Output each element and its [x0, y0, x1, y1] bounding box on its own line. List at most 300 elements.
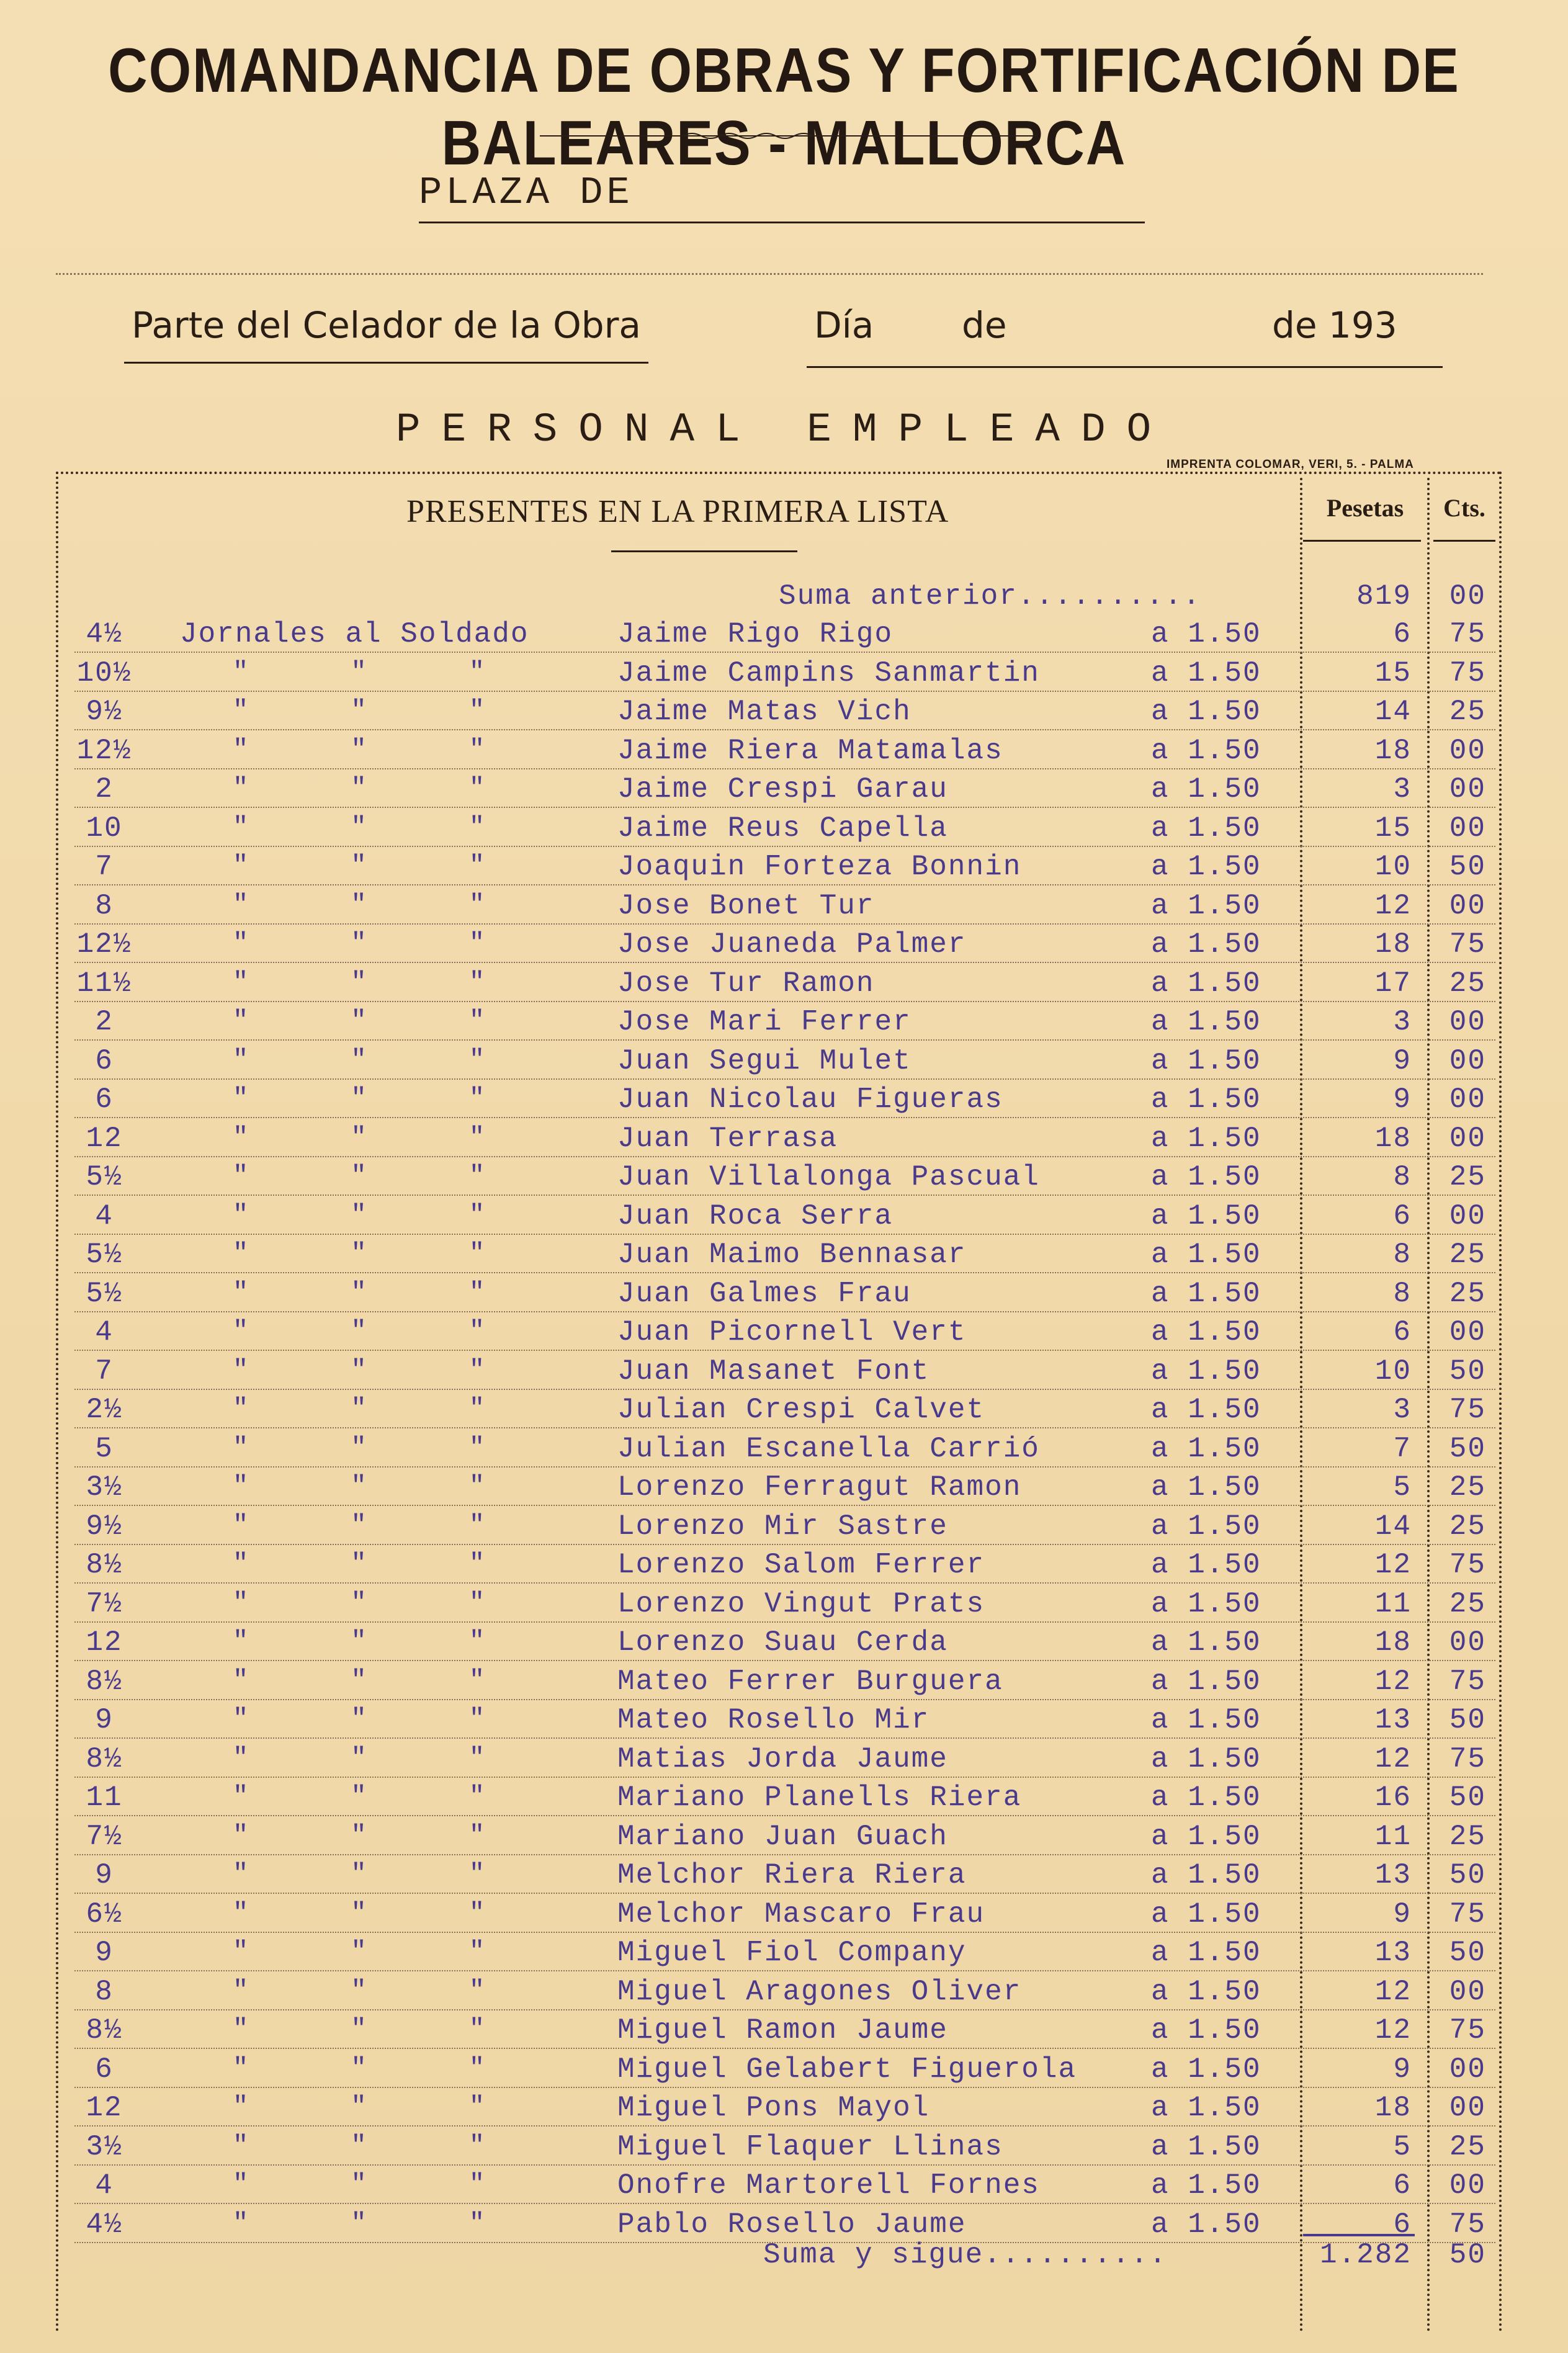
row-cts: 75 — [1449, 2014, 1486, 2046]
row-ditto-marks: " " " — [233, 1859, 486, 1889]
row-cts: 25 — [1449, 1510, 1486, 1543]
row-cts: 25 — [1449, 1471, 1486, 1504]
row-name: Melchor Mascaro Frau — [617, 1898, 985, 1930]
total-rule — [1303, 2234, 1415, 2236]
organization-title: COMANDANCIA DE OBRAS Y FORTIFICACIÓN DE BALEARES - MALLORCA — [108, 34, 1460, 178]
row-name: Jose Mari Ferrer — [617, 1006, 912, 1038]
row-name: Jaime Matas Vich — [617, 696, 912, 728]
row-rate: a 1.50 — [1151, 1199, 1261, 1232]
row-cts: 25 — [1449, 967, 1486, 1000]
row-pesetas: 6 — [1393, 618, 1412, 650]
row-pesetas: 18 — [1374, 1626, 1412, 1659]
row-ditto-marks: " " " — [233, 889, 486, 920]
date-underline — [807, 366, 1443, 368]
row-ditto-marks: " " " — [233, 1161, 486, 1191]
row-rate: a 1.50 — [1151, 1355, 1261, 1387]
suma-y-sigue-cts: 50 — [1449, 2239, 1486, 2271]
row-cts: 50 — [1449, 1859, 1486, 1891]
row-pesetas: 7 — [1393, 1432, 1412, 1465]
row-pesetas: 8 — [1393, 1161, 1412, 1193]
row-cts: 75 — [1449, 1665, 1486, 1698]
row-cts: 50 — [1449, 851, 1486, 883]
row-ditto-marks: " " " — [233, 1704, 486, 1734]
row-count: 2 — [95, 773, 114, 805]
row-count: 3½ — [86, 2130, 123, 2163]
row-rate: a 1.50 — [1151, 2014, 1261, 2046]
row-dotted-line — [74, 1970, 1495, 1971]
row-ditto-marks: " " " — [233, 1975, 486, 2006]
row-rate: a 1.50 — [1151, 928, 1261, 961]
row-count: 4 — [95, 1316, 114, 1348]
row-dotted-line — [74, 1194, 1495, 1196]
row-count: 5½ — [86, 1277, 123, 1310]
row-count: 9 — [95, 1859, 114, 1891]
row-cts: 75 — [1449, 1898, 1486, 1930]
row-pesetas: 3 — [1393, 773, 1412, 805]
row-ditto-marks: " " " — [233, 2092, 486, 2122]
row-rate: a 1.50 — [1151, 1626, 1261, 1659]
row-dotted-line — [74, 1737, 1495, 1739]
row-dotted-line — [74, 1039, 1495, 1041]
row-cts: 00 — [1449, 1975, 1486, 2008]
row-ditto-marks: " " " — [233, 2130, 486, 2161]
row-dotted-line — [74, 2203, 1495, 2204]
row-name: Miguel Flaquer Llinas — [617, 2130, 1003, 2163]
row-name: Matias Jorda Jaume — [617, 1742, 948, 1775]
row-rate: a 1.50 — [1151, 734, 1261, 767]
row-name: Melchor Riera Riera — [617, 1859, 967, 1891]
suma-anterior-label: Suma anterior.......... — [779, 580, 1201, 612]
row-cts: 00 — [1449, 1122, 1486, 1155]
row-count: 6 — [95, 2053, 114, 2086]
row-rate: a 1.50 — [1151, 2169, 1261, 2202]
row-rate: a 1.50 — [1151, 967, 1261, 1000]
row-rate: a 1.50 — [1151, 1316, 1261, 1348]
row-dotted-line — [74, 846, 1495, 847]
row-pesetas: 6 — [1393, 1316, 1412, 1348]
row-ditto-marks: " " " — [233, 2169, 486, 2199]
suma-y-sigue-pesetas: 1.282 — [1319, 2239, 1412, 2271]
row-name: Pablo Rosello Jaume — [617, 2208, 967, 2241]
row-name: Joaquin Forteza Bonnin — [617, 851, 1022, 883]
row-cts: 00 — [1449, 1044, 1486, 1077]
row-name: Miguel Aragones Oliver — [617, 1975, 1022, 2008]
row-count: 11 — [86, 1782, 123, 1814]
row-ditto-marks: " " " — [233, 1549, 486, 1579]
row-name: Juan Maimo Bennasar — [617, 1239, 967, 1271]
row-pesetas: 17 — [1374, 967, 1412, 1000]
row-name: Juan Roca Serra — [617, 1199, 894, 1232]
row-name: Julian Crespi Calvet — [617, 1394, 985, 1426]
row-count: 2½ — [86, 1394, 123, 1426]
row-name: Jaime Reus Capella — [617, 812, 948, 845]
row-rate: a 1.50 — [1151, 851, 1261, 883]
row-rate: a 1.50 — [1151, 1161, 1261, 1193]
row-dotted-line — [74, 807, 1495, 808]
row-pesetas: 9 — [1393, 1044, 1412, 1077]
row-count: 9½ — [86, 1510, 123, 1543]
row-cts: 75 — [1449, 1742, 1486, 1775]
row-dotted-line — [74, 2125, 1495, 2127]
row-count: 8 — [95, 1975, 114, 2008]
row-name: Lorenzo Suau Cerda — [617, 1626, 948, 1659]
row-count: 12½ — [76, 928, 132, 961]
row-ditto-marks: " " " — [233, 1782, 486, 1811]
row-dotted-line — [74, 1777, 1495, 1778]
row-rate: a 1.50 — [1151, 1239, 1261, 1271]
row-name: Miguel Fiol Company — [617, 1937, 967, 1969]
row-name: Onofre Martorell Fornes — [617, 2169, 1040, 2202]
row-name: Juan Masanet Font — [617, 1355, 930, 1387]
row-name: Juan Galmes Frau — [617, 1277, 912, 1310]
printer-imprint: IMPRENTA COLOMAR, VERI, 5. - PALMA — [1167, 458, 1414, 471]
row-name: Juan Villalonga Pascual — [617, 1161, 1040, 1193]
row-name: Mateo Ferrer Burguera — [617, 1665, 1003, 1698]
row-count: 6 — [95, 1083, 114, 1116]
row-name: Jaime Campins Sanmartin — [617, 657, 1040, 689]
row-ditto-marks: " " " — [233, 1937, 486, 1966]
section-title: PERSONAL EMPLEADO — [395, 406, 1173, 453]
row-description: Jornales al Soldado — [180, 618, 529, 650]
row-ditto-marks: " " " — [233, 1316, 486, 1346]
row-count: 9 — [95, 1937, 114, 1969]
row-pesetas: 15 — [1374, 812, 1412, 845]
row-dotted-line — [74, 1893, 1495, 1894]
row-rate: a 1.50 — [1151, 2053, 1261, 2086]
row-rate: a 1.50 — [1151, 1006, 1261, 1038]
row-pesetas: 11 — [1374, 1820, 1412, 1853]
row-pesetas: 9 — [1393, 1898, 1412, 1930]
row-pesetas: 13 — [1374, 1937, 1412, 1969]
row-count: 4 — [95, 2169, 114, 2202]
row-count: 7 — [95, 851, 114, 883]
suma-y-sigue-label: Suma y sigue.......... — [763, 2239, 1168, 2271]
row-name: Mariano Juan Guach — [617, 1820, 948, 1853]
row-pesetas: 6 — [1393, 2208, 1412, 2241]
row-pesetas: 13 — [1374, 1704, 1412, 1736]
row-cts: 00 — [1449, 2169, 1486, 2202]
row-rate: a 1.50 — [1151, 2092, 1261, 2124]
row-cts: 75 — [1449, 1394, 1486, 1426]
row-cts: 00 — [1449, 734, 1486, 767]
row-name: Mateo Rosello Mir — [617, 1704, 930, 1736]
row-ditto-marks: " " " — [233, 1626, 486, 1656]
row-cts: 25 — [1449, 696, 1486, 728]
row-pesetas: 6 — [1393, 1199, 1412, 1232]
row-count: 7½ — [86, 1820, 123, 1853]
row-ditto-marks: " " " — [233, 1044, 486, 1075]
row-dotted-line — [74, 2048, 1495, 2049]
row-dotted-line — [74, 1466, 1495, 1468]
row-pesetas: 8 — [1393, 1239, 1412, 1271]
row-rate: a 1.50 — [1151, 1432, 1261, 1465]
row-cts: 00 — [1449, 889, 1486, 922]
row-ditto-marks: " " " — [233, 1355, 486, 1385]
row-rate: a 1.50 — [1151, 1044, 1261, 1077]
row-ditto-marks: " " " — [233, 1742, 486, 1773]
row-pesetas: 13 — [1374, 1859, 1412, 1891]
row-ditto-marks: " " " — [233, 2208, 486, 2238]
parte-underline — [124, 362, 648, 364]
row-rate: a 1.50 — [1151, 1549, 1261, 1581]
row-count: 5½ — [86, 1239, 123, 1271]
row-count: 12 — [86, 1626, 123, 1659]
row-dotted-line — [74, 1699, 1495, 1700]
row-rate: a 1.50 — [1151, 1587, 1261, 1620]
row-rate: a 1.50 — [1151, 1975, 1261, 2008]
row-cts: 75 — [1449, 657, 1486, 689]
row-pesetas: 6 — [1393, 2169, 1412, 2202]
row-name: Jose Tur Ramon — [617, 967, 875, 1000]
row-rate: a 1.50 — [1151, 1820, 1261, 1853]
row-pesetas: 18 — [1374, 2092, 1412, 2124]
row-count: 2 — [95, 1006, 114, 1038]
row-ditto-marks: " " " — [233, 1510, 486, 1540]
row-name: Lorenzo Salom Ferrer — [617, 1549, 985, 1581]
row-ditto-marks: " " " — [233, 1122, 486, 1152]
row-cts: 50 — [1449, 1355, 1486, 1387]
row-cts: 75 — [1449, 618, 1486, 650]
row-cts: 00 — [1449, 812, 1486, 845]
row-cts: 00 — [1449, 1316, 1486, 1348]
row-ditto-marks: " " " — [233, 1820, 486, 1850]
row-cts: 00 — [1449, 773, 1486, 805]
row-ditto-marks: " " " — [233, 773, 486, 803]
row-ditto-marks: " " " — [233, 1239, 486, 1268]
cts-column-header: Cts. — [1443, 494, 1485, 522]
row-ditto-marks: " " " — [233, 1394, 486, 1423]
row-name: Jose Bonet Tur — [617, 889, 875, 922]
row-dotted-line — [74, 1156, 1495, 1157]
suma-anterior-pesetas: 819 — [1356, 580, 1412, 612]
row-dotted-line — [74, 1311, 1495, 1312]
row-cts: 00 — [1449, 1083, 1486, 1116]
row-name: Miguel Pons Mayol — [617, 2092, 930, 2124]
row-pesetas: 12 — [1374, 2014, 1412, 2046]
row-dotted-line — [74, 1660, 1495, 1661]
row-rate: a 1.50 — [1151, 1898, 1261, 1930]
row-cts: 75 — [1449, 928, 1486, 961]
row-count: 8 — [95, 889, 114, 922]
row-dotted-line — [74, 1582, 1495, 1584]
row-cts: 25 — [1449, 1820, 1486, 1853]
row-rate: a 1.50 — [1151, 1665, 1261, 1698]
row-dotted-line — [74, 884, 1495, 885]
row-pesetas: 18 — [1374, 928, 1412, 961]
parte-label: Parte del Celador de la Obra — [132, 304, 641, 346]
row-count: 7 — [95, 1355, 114, 1387]
row-dotted-line — [74, 1544, 1495, 1545]
row-dotted-line — [74, 1272, 1495, 1273]
row-pesetas: 3 — [1393, 1006, 1412, 1038]
row-cts: 25 — [1449, 1239, 1486, 1271]
row-ditto-marks: " " " — [233, 1587, 486, 1618]
row-pesetas: 18 — [1374, 1122, 1412, 1155]
row-name: Julian Escanella Carrió — [617, 1432, 1040, 1465]
row-dotted-line — [74, 1427, 1495, 1428]
row-dotted-line — [74, 962, 1495, 963]
row-pesetas: 14 — [1374, 1510, 1412, 1543]
row-count: 6½ — [86, 1898, 123, 1930]
row-cts: 75 — [1449, 2208, 1486, 2241]
row-rate: a 1.50 — [1151, 618, 1261, 650]
row-name: Miguel Gelabert Figuerola — [617, 2053, 1077, 2086]
row-count: 9 — [95, 1704, 114, 1736]
row-dotted-line — [74, 1389, 1495, 1390]
row-pesetas: 15 — [1374, 657, 1412, 689]
row-pesetas: 10 — [1374, 1355, 1412, 1387]
row-pesetas: 12 — [1374, 1742, 1412, 1775]
row-cts: 25 — [1449, 2130, 1486, 2163]
row-rate: a 1.50 — [1151, 1510, 1261, 1543]
row-rate: a 1.50 — [1151, 773, 1261, 805]
row-pesetas: 14 — [1374, 696, 1412, 728]
row-rate: a 1.50 — [1151, 1277, 1261, 1310]
row-rate: a 1.50 — [1151, 1937, 1261, 1969]
row-ditto-marks: " " " — [233, 2014, 486, 2044]
row-cts: 25 — [1449, 1587, 1486, 1620]
row-cts: 75 — [1449, 1549, 1486, 1581]
row-dotted-line — [74, 1815, 1495, 1816]
row-count: 8½ — [86, 1549, 123, 1581]
row-count: 7½ — [86, 1587, 123, 1620]
row-ditto-marks: " " " — [233, 1898, 486, 1928]
row-ditto-marks: " " " — [233, 1277, 486, 1307]
row-rate: a 1.50 — [1151, 2208, 1261, 2241]
row-cts: 25 — [1449, 1277, 1486, 1310]
row-rate: a 1.50 — [1151, 2130, 1261, 2163]
row-count: 12 — [86, 2092, 123, 2124]
pesetas-column-divider — [1300, 478, 1302, 2333]
row-name: Lorenzo Mir Sastre — [617, 1510, 948, 1543]
row-count: 12½ — [76, 734, 132, 767]
row-ditto-marks: " " " — [233, 2053, 486, 2083]
row-dotted-line — [74, 1505, 1495, 1506]
row-cts: 00 — [1449, 1006, 1486, 1038]
row-ditto-marks: " " " — [233, 1471, 486, 1501]
plaza-label: PLAZA DE — [419, 171, 634, 215]
row-pesetas: 16 — [1374, 1782, 1412, 1814]
row-name: Lorenzo Vingut Prats — [617, 1587, 985, 1620]
row-dotted-line — [74, 1234, 1495, 1235]
row-cts: 00 — [1449, 2092, 1486, 2124]
row-rate: a 1.50 — [1151, 1782, 1261, 1814]
year-label: de 193 — [1272, 304, 1397, 346]
row-pesetas: 18 — [1374, 734, 1412, 767]
pesetas-header-rule — [1303, 540, 1421, 542]
row-name: Juan Picornell Vert — [617, 1316, 967, 1348]
row-ditto-marks: " " " — [233, 1665, 486, 1695]
row-ditto-marks: " " " — [233, 1006, 486, 1036]
row-ditto-marks: " " " — [233, 812, 486, 842]
row-name: Lorenzo Ferragut Ramon — [617, 1471, 1022, 1504]
row-cts: 00 — [1449, 2053, 1486, 2086]
row-pesetas: 10 — [1374, 851, 1412, 883]
row-dotted-line — [74, 652, 1495, 653]
row-name: Jaime Rigo Rigo — [617, 618, 894, 650]
row-name: Jaime Riera Matamalas — [617, 734, 1003, 767]
row-name: Miguel Ramon Jaume — [617, 2014, 948, 2046]
row-rate: a 1.50 — [1151, 1083, 1261, 1116]
row-ditto-marks: " " " — [233, 734, 486, 764]
row-count: 9½ — [86, 696, 123, 728]
row-name: Juan Segui Mulet — [617, 1044, 912, 1077]
row-count: 3½ — [86, 1471, 123, 1504]
row-dotted-line — [74, 2164, 1495, 2166]
table-title-rule — [611, 550, 797, 552]
row-dotted-line — [74, 2009, 1495, 2010]
row-count: 8½ — [86, 2014, 123, 2046]
row-ditto-marks: " " " — [233, 967, 486, 997]
cts-column-divider — [1427, 478, 1430, 2333]
row-cts: 50 — [1449, 1432, 1486, 1465]
row-dotted-line — [74, 1932, 1495, 1933]
table-title: PRESENTES EN LA PRIMERA LISTA — [406, 494, 949, 529]
row-dotted-line — [74, 768, 1495, 769]
row-count: 12 — [86, 1122, 123, 1155]
row-cts: 00 — [1449, 1199, 1486, 1232]
row-dotted-line — [74, 923, 1495, 925]
suma-anterior-cts: 00 — [1449, 580, 1486, 612]
row-cts: 50 — [1449, 1782, 1486, 1814]
row-pesetas: 9 — [1393, 2053, 1412, 2086]
row-dotted-line — [74, 1854, 1495, 1855]
row-pesetas: 5 — [1393, 1471, 1412, 1504]
row-cts: 00 — [1449, 1626, 1486, 1659]
row-count: 11½ — [76, 967, 132, 1000]
row-pesetas: 9 — [1393, 1083, 1412, 1116]
row-ditto-marks: " " " — [233, 928, 486, 958]
row-count: 5 — [95, 1432, 114, 1465]
row-cts: 50 — [1449, 1937, 1486, 1969]
dotted-rule — [56, 273, 1483, 275]
row-rate: a 1.50 — [1151, 1394, 1261, 1426]
row-name: Mariano Planells Riera — [617, 1782, 1022, 1814]
pesetas-column-header: Pesetas — [1326, 494, 1404, 522]
row-rate: a 1.50 — [1151, 1122, 1261, 1155]
row-cts: 25 — [1449, 1161, 1486, 1193]
row-ditto-marks: " " " — [233, 1083, 486, 1113]
row-ditto-marks: " " " — [233, 696, 486, 725]
row-count: 4½ — [86, 2208, 123, 2241]
row-ditto-marks: " " " — [233, 851, 486, 881]
row-dotted-line — [74, 1350, 1495, 1351]
row-count: 5½ — [86, 1161, 123, 1193]
cts-header-rule — [1433, 540, 1495, 542]
row-rate: a 1.50 — [1151, 696, 1261, 728]
row-dotted-line — [74, 1078, 1495, 1080]
row-rate: a 1.50 — [1151, 657, 1261, 689]
row-count: 8½ — [86, 1665, 123, 1698]
row-dotted-line — [74, 2087, 1495, 2088]
ornament-divider — [540, 132, 1036, 140]
row-pesetas: 11 — [1374, 1587, 1412, 1620]
row-ditto-marks: " " " — [233, 657, 486, 687]
row-count: 4 — [95, 1199, 114, 1232]
row-pesetas: 5 — [1393, 2130, 1412, 2163]
row-count: 6 — [95, 1044, 114, 1077]
row-name: Jaime Crespi Garau — [617, 773, 948, 805]
row-rate: a 1.50 — [1151, 1742, 1261, 1775]
dia-label: Día — [814, 304, 874, 346]
row-pesetas: 12 — [1374, 1665, 1412, 1698]
row-pesetas: 3 — [1393, 1394, 1412, 1426]
row-pesetas: 12 — [1374, 889, 1412, 922]
row-name: Juan Nicolau Figueras — [617, 1083, 1003, 1116]
row-rate: a 1.50 — [1151, 812, 1261, 845]
row-name: Jose Juaneda Palmer — [617, 928, 967, 961]
row-dotted-line — [74, 1117, 1495, 1118]
